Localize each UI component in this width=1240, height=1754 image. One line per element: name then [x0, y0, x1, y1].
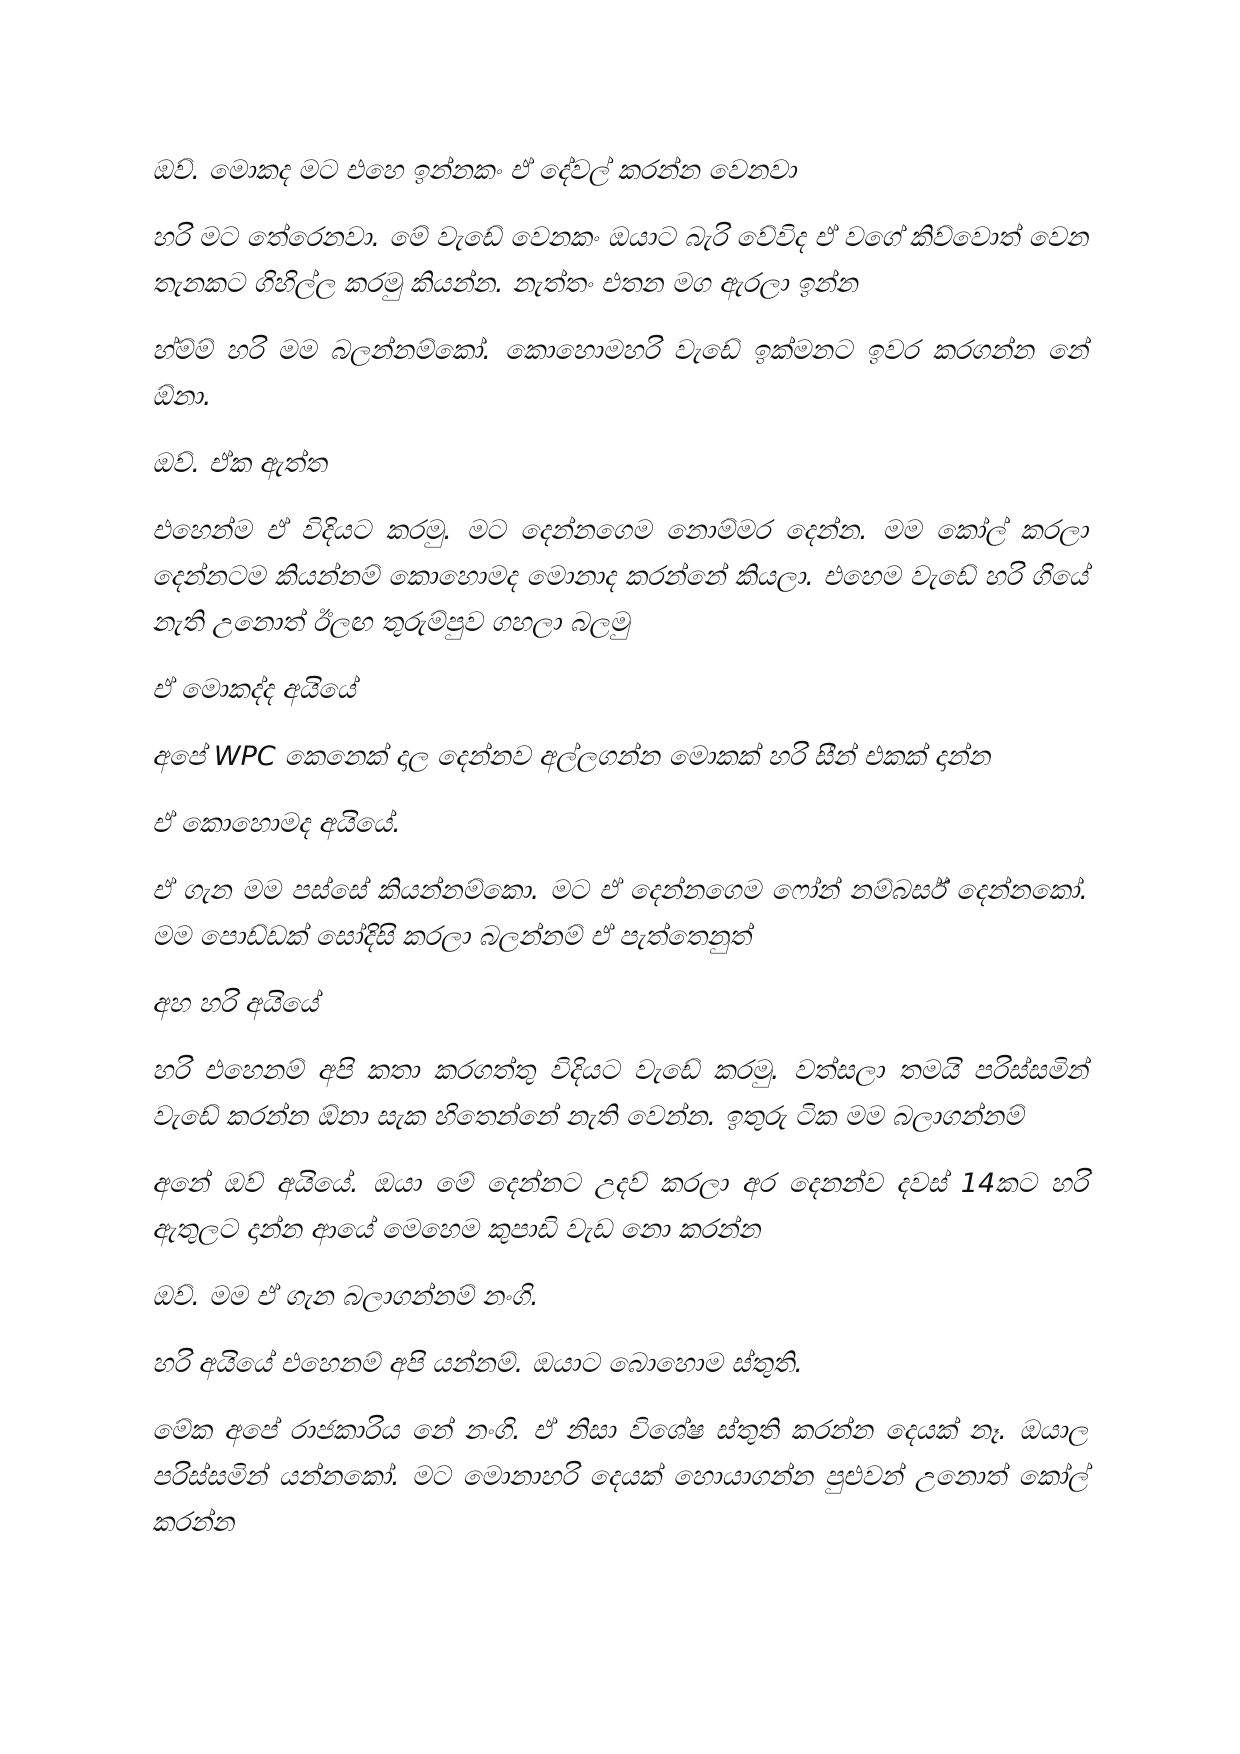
paragraph: හරි අයියේ එහෙනම් අපි යන්නම්. ඔයාට බොහොම ස්තුති.: [152, 1348, 803, 1379]
paragraph: ඒ මොකද්ද අයියේ: [152, 674, 356, 705]
paragraph: එහෙන්ම ඒ විදියට කරමු. මට දෙන්නගෙම නොම්මර දෙන්න. මම කෝල් කරලා දෙන්නටම කියන්නම් කොහොමද මොනාද කරන්නේ කියලා. එහෙම වැඩේ හරි ගියේ නැති උනොත් ඊලඟ තුරුම්පුව ගහලා බලමු: [152, 515, 1088, 638]
paragraph: අහ හරි අයියේ: [152, 988, 319, 1019]
paragraph: මේක අපේ රාජකාරිය නේ නංගි. ඒ නිසා විශේෂ ස්තුති කරන්න දෙයක් නෑ. ඔයාල පරිස්සමින් යන්නකෝ. මට මොනාහරි දෙයක් හොයාගන්න පුළුවන් උනොත් කෝල් කරන්න: [152, 1415, 1088, 1538]
paragraph: ඔව්. මොකද මට එහෙ ඉන්නකං ඒ දේවල් කරන්න වෙනවා: [152, 155, 797, 186]
paragraph: හරි එහෙනම් අපි කතා කරගත්තු විදියට වැඩේ කරමු. වත්සලා තමයි පරිස්සමින් වැඩේ කරන්න ඕනා සැක හිතෙන්නේ නැති වෙන්න. ඉතුරු ටික මම බලාගන්නම්: [152, 1055, 1088, 1132]
document-body: [152, 148, 1088, 1567]
paragraph: ඔව්. මම ඒ ගැන බලාගන්නම් නංගි.: [152, 1281, 539, 1312]
paragraph: අපේ WPC කෙනෙක් දාල දෙන්නව අල්ලගන්න මොකක් හරි සීන් එකක් දාන්න: [152, 741, 991, 772]
paragraph: හරි මට තේරෙනවා. මේ වැඩේ වෙනකං ඔයාට බැරි වේවිද ඒ වගේ කිව්වොත් වෙන තැනකට ගිහිල්ල කරමු කියන්න. නැත්තං එතන මග ඇරලා ඉන්න: [152, 222, 1088, 299]
paragraph: හ්ම්ම් හරි මම බලන්නම්කෝ. කොහොමහරි වැඩේ ඉක්මනට ඉවර කරගන්න නේ ඕනා.: [152, 335, 1088, 412]
paragraph: අනේ ඔව් අයියේ. ඔයා මේ දෙන්නට උදව් කරලා අර දෙනන්ව දවස් 14කට හරි ඇතුලට දාන්න ආයේ මෙහෙම කුපාඩි වැඩ නො කරන්න: [152, 1168, 1088, 1245]
paragraph: ඒ ගැන මම පස්සේ කියන්නම්කො. මට ඒ දෙන්නගෙම ෆෝන් නම්බර්ස් දෙන්නකෝ. මම පොඩ්ඩක් සෝදිසි කරලා බලන්නම් ඒ පැත්තෙනුත්: [152, 875, 1088, 952]
paragraph: ඒ කොහොමද අයියේ.: [152, 808, 401, 839]
paragraph: ඔව්. ඒක ඇත්ත: [152, 448, 327, 479]
